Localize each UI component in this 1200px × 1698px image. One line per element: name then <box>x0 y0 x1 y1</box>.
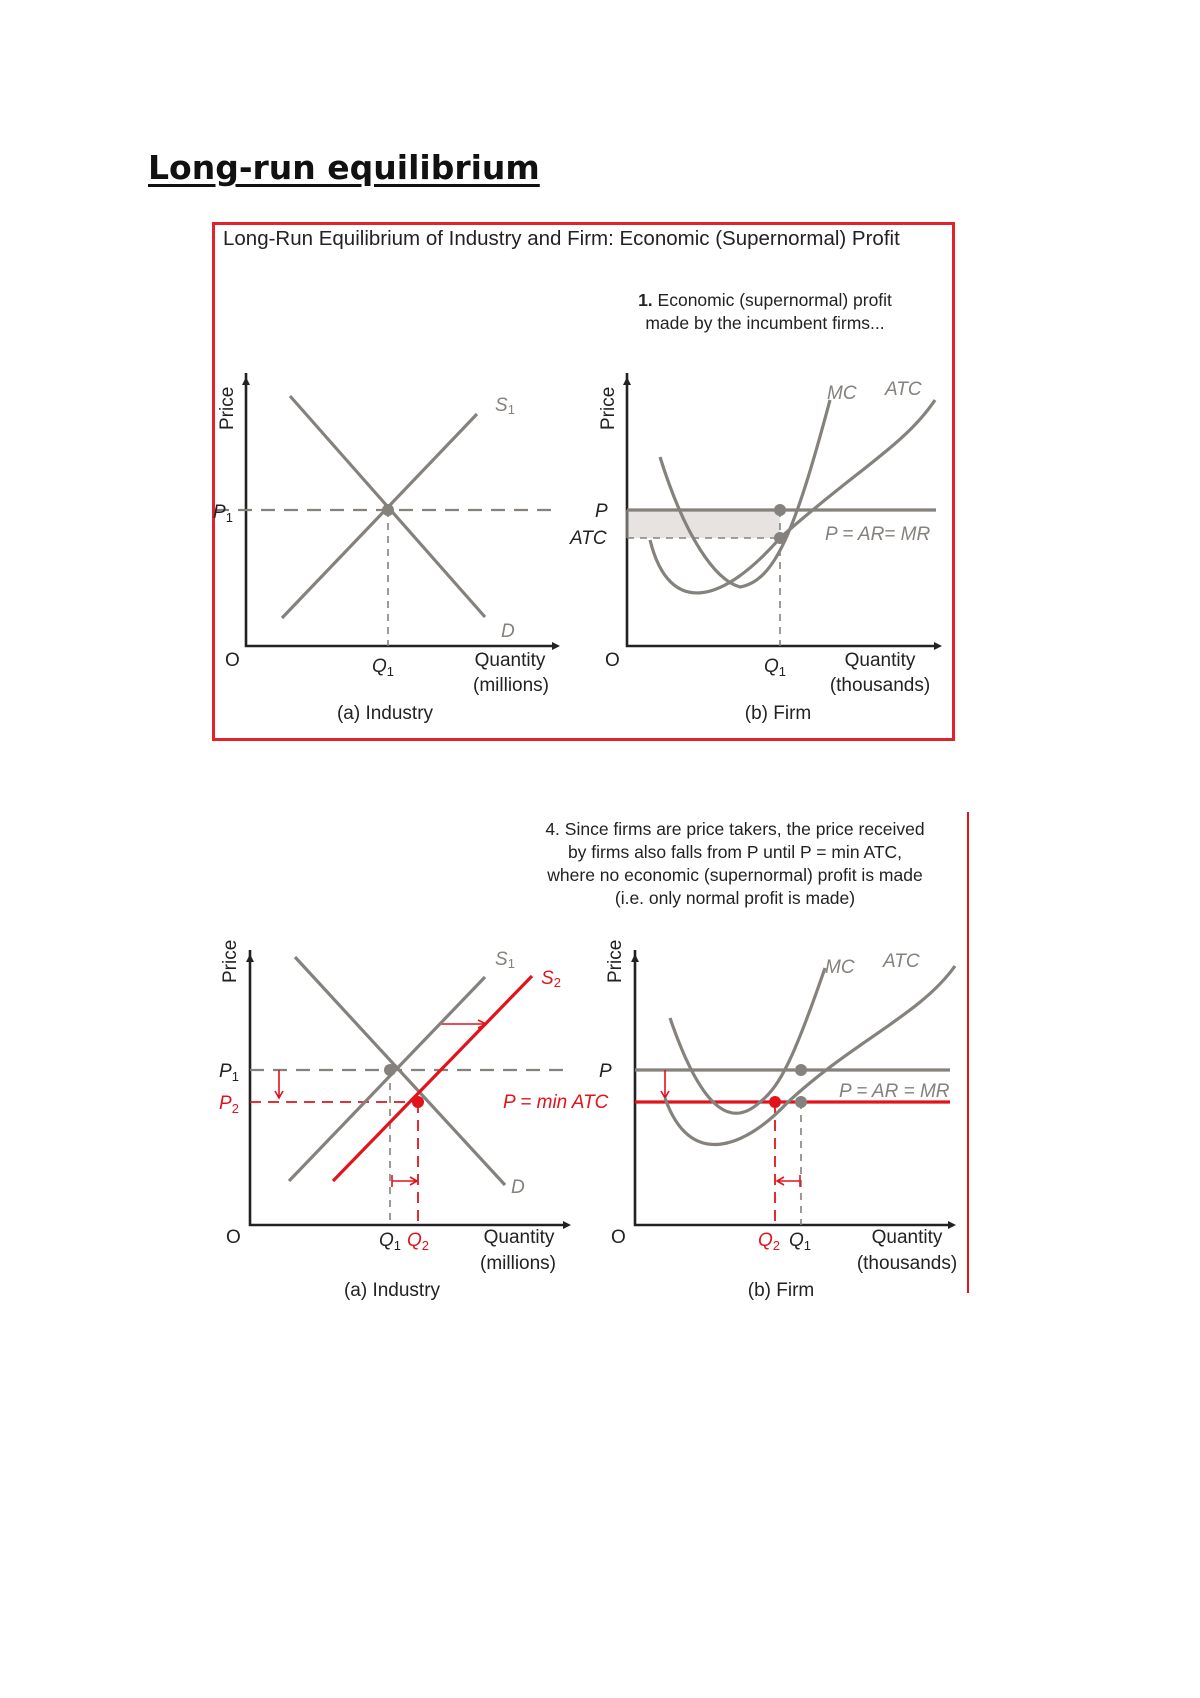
industry-equilibrium-point <box>382 504 394 516</box>
industry2-q1-label: $Q_1$ <box>379 1230 402 1253</box>
callout-line: by firms also falls from P until P = min ATC, <box>567 842 903 862</box>
industry-origin-label: O <box>225 650 240 671</box>
industry-price-axis-label: Price <box>217 386 238 430</box>
firm-quantity-unit: (thousands) <box>829 675 931 696</box>
industry2-initial-equilibrium <box>384 1064 396 1076</box>
firm2-old-price-point <box>795 1064 807 1076</box>
industry2-y-arrow <box>246 954 254 962</box>
figure-supernormal-profit <box>212 222 955 741</box>
industry2-supply-curve-s1 <box>289 977 485 1181</box>
industry2-x-arrow <box>563 1221 571 1229</box>
firm2-price-line-label: P = AR = MR <box>839 1081 950 1102</box>
industry-quantity-unit: (millions) <box>473 675 549 696</box>
industry-quantity-label: Quantity <box>474 650 546 671</box>
firm2-atc-at-q1-point <box>795 1096 807 1108</box>
firm2-atc-curve <box>665 966 955 1145</box>
industry2-supply-curve-s2 <box>333 976 532 1181</box>
industry-y-arrow <box>242 377 250 385</box>
industry2-quantity-rise-arrow <box>392 1175 417 1187</box>
firm2-price-fall-arrow <box>661 1070 669 1098</box>
figure1-diagram <box>215 225 958 744</box>
industry2-quantity-unit: (millions) <box>480 1253 556 1274</box>
industry2-price-axis-label: Price <box>220 939 241 983</box>
firm-atc-curve <box>650 400 935 593</box>
firm2-quantity-label: Quantity <box>871 1227 943 1248</box>
industry2-quantity-label: Quantity <box>483 1227 555 1248</box>
industry-supply-label: S1 <box>495 395 515 417</box>
industry2-min-atc-label: P = min ATC <box>503 1092 609 1113</box>
callout-text: Economic (supernormal) profit made by the incumbent firms... <box>645 290 892 333</box>
firm-profit-area <box>627 510 780 538</box>
industry-q1-label: $Q_1$ <box>372 656 395 679</box>
firm-q1-label: $Q_1$ <box>764 656 787 679</box>
firm-atc-axis-label: ATC <box>570 528 607 549</box>
firm-price-axis-label: Price <box>598 386 619 430</box>
figure2-diagram <box>205 805 975 1301</box>
firm2-min-atc-point <box>769 1096 781 1108</box>
firm2-origin-label: O <box>611 1227 626 1248</box>
firm-price-line-label: P = AR= MR <box>825 524 931 545</box>
page-heading: Long-run equilibrium <box>148 148 540 187</box>
industry2-demand-label: D <box>511 1177 525 1198</box>
firm2-atc-curve-label: ATC <box>883 951 920 972</box>
firm-price-mc-point <box>774 504 786 516</box>
firm-y-arrow <box>623 377 631 385</box>
firm-origin-label: O <box>605 650 620 671</box>
industry2-new-equilibrium <box>412 1096 424 1108</box>
industry2-supply-shift-arrow <box>440 1020 486 1028</box>
callout-line: where no economic (supernormal) profit is made <box>547 865 923 885</box>
industry2-p1-label: $P_1$ <box>219 1061 239 1084</box>
callout-line: 4. Since firms are price takers, the price received <box>545 819 925 839</box>
firm-caption: (b) Firm <box>744 703 812 724</box>
firm-x-arrow <box>934 642 942 650</box>
industry2-p2-label: $P_2$ <box>219 1093 239 1116</box>
firm-quantity-label: Quantity <box>844 650 916 671</box>
firm-mc-curve <box>660 400 830 587</box>
firm2-q1-label: $Q_1$ <box>789 1230 812 1253</box>
figure-title: Long-Run Equilibrium of Industry and Firm: Economic (Supernormal) Profit <box>223 227 900 250</box>
figure-long-run-adjustment <box>205 805 975 1301</box>
industry2-origin-label: O <box>226 1227 241 1248</box>
firm2-mc-label: MC <box>825 957 855 978</box>
industry2-s1-label: S1 <box>495 949 515 971</box>
firm2-q2-label: $Q_2$ <box>758 1230 781 1253</box>
firm-mc-label: MC <box>827 383 857 404</box>
firm2-y-arrow <box>631 954 639 962</box>
industry-demand-label: D <box>501 621 515 642</box>
industry-caption: (a) Industry <box>336 703 434 724</box>
callout-number: 1. <box>638 290 653 310</box>
firm2-quantity-unit: (thousands) <box>856 1253 958 1274</box>
industry2-s2-label: S2 <box>541 968 561 990</box>
firm2-quantity-fall-arrow <box>777 1175 800 1187</box>
industry2-price-fall-arrow <box>275 1070 283 1098</box>
callout-line: (i.e. only normal profit is made) <box>614 888 856 908</box>
industry2-q2-label: $Q_2$ <box>407 1230 430 1253</box>
firm2-x-arrow <box>948 1221 956 1229</box>
industry2-caption: (a) Industry <box>343 1280 441 1301</box>
firm-p-label: P <box>595 501 608 522</box>
firm-atc-curve-label: ATC <box>885 379 922 400</box>
firm2-caption: (b) Firm <box>747 1280 815 1301</box>
industry-supply-curve-s1 <box>282 414 477 618</box>
industry-p1-label: $P_1$ <box>213 502 233 525</box>
industry-x-arrow <box>552 642 560 650</box>
firm2-p-label: P <box>599 1061 612 1082</box>
firm-atc-point <box>774 532 786 544</box>
firm2-price-axis-label: Price <box>605 939 626 983</box>
